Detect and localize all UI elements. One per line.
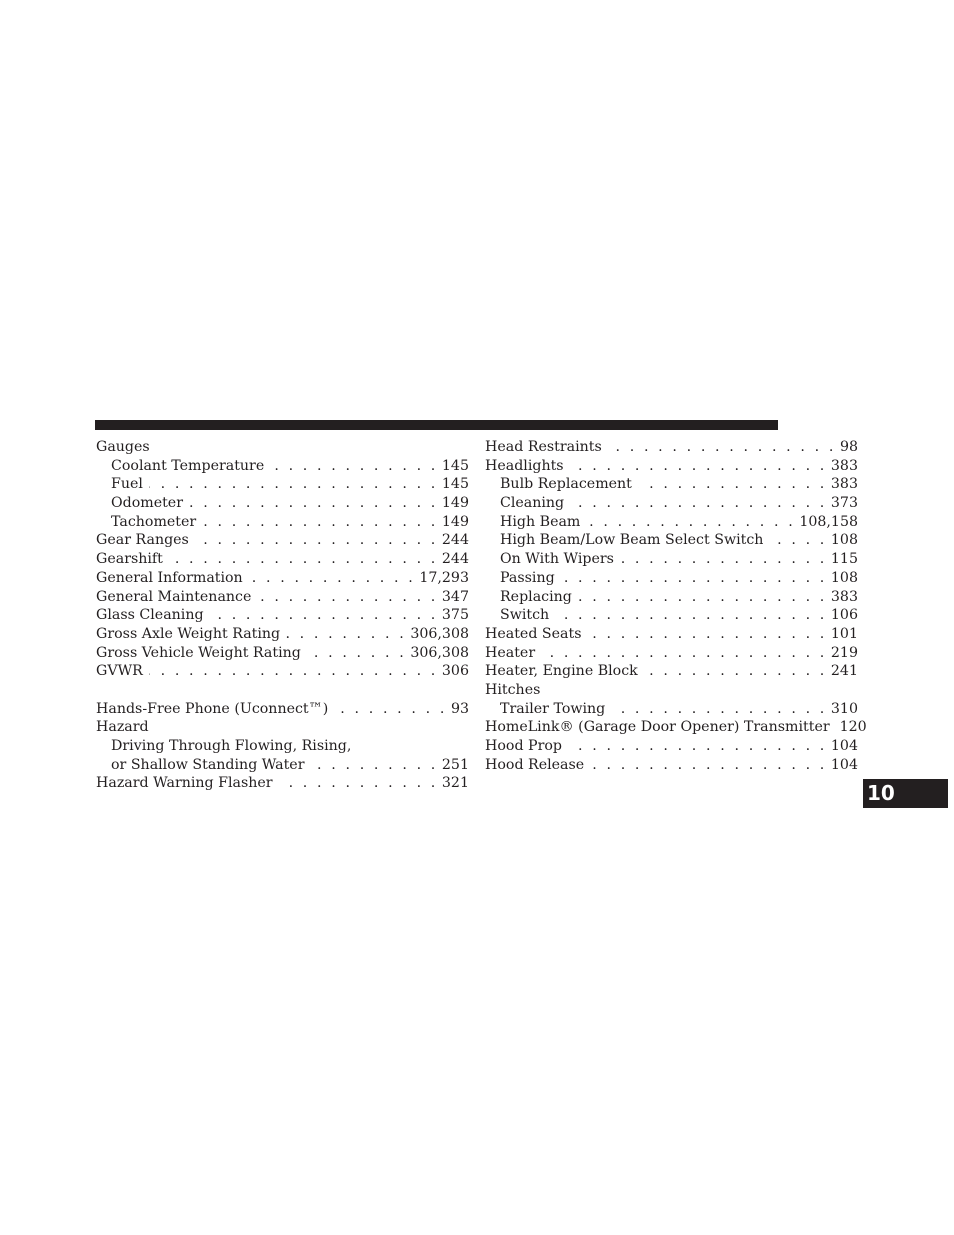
index-entry bbox=[96, 625, 469, 644]
entry-label: Switch bbox=[500, 607, 550, 624]
index-entry bbox=[485, 550, 858, 569]
dot-leader bbox=[620, 550, 827, 569]
entry-label: Heater bbox=[485, 644, 536, 661]
index-entry bbox=[485, 531, 858, 550]
dot-leader bbox=[638, 475, 827, 494]
entry-page: 101 bbox=[830, 625, 858, 642]
entry-page: 108,158 bbox=[799, 513, 858, 530]
entry-page: 120 bbox=[839, 719, 867, 736]
entry-label: General Maintenance bbox=[96, 588, 252, 605]
entry-label: Bulb Replacement bbox=[500, 476, 632, 493]
index-column-right bbox=[485, 438, 867, 774]
index-entry bbox=[485, 681, 858, 700]
index-entry bbox=[96, 457, 469, 476]
entry-label: Gross Axle Weight Rating bbox=[96, 625, 281, 642]
index-entry bbox=[96, 513, 469, 532]
dot-leader bbox=[561, 569, 827, 588]
entry-label: HomeLink® (Garage Door Opener) Transmitter bbox=[485, 719, 830, 736]
entry-page: 115 bbox=[830, 551, 858, 568]
entry-page: 108 bbox=[830, 569, 858, 586]
index-entry bbox=[485, 438, 858, 457]
dot-leader bbox=[590, 756, 827, 775]
entry-label: Passing bbox=[500, 569, 555, 586]
dot-leader bbox=[587, 625, 826, 644]
entry-page: 306 bbox=[441, 663, 469, 680]
entry-page: 251 bbox=[441, 756, 469, 773]
index-entry bbox=[96, 438, 469, 457]
entry-label: Gauges bbox=[96, 439, 150, 455]
dot-leader bbox=[202, 513, 438, 532]
entry-label: Gearshift bbox=[96, 551, 163, 568]
entry-label: Headlights bbox=[485, 457, 564, 474]
entry-label: Hitches bbox=[485, 681, 541, 698]
entry-page: 145 bbox=[441, 476, 469, 493]
entry-label: Glass Cleaning bbox=[96, 607, 204, 624]
entry-page: 383 bbox=[830, 588, 858, 605]
entry-label: High Beam bbox=[500, 513, 581, 530]
entry-page: 306,308 bbox=[410, 644, 469, 661]
entry-page: 244 bbox=[441, 532, 469, 549]
index-entry bbox=[485, 569, 858, 588]
entry-page: 17,293 bbox=[419, 569, 469, 586]
entry-label: Hood Release bbox=[485, 756, 585, 773]
entry-page: 145 bbox=[441, 457, 469, 474]
entry-label: Hands-Free Phone (Uconnect™) bbox=[96, 700, 329, 717]
dot-leader bbox=[169, 550, 438, 569]
index-entry bbox=[96, 475, 469, 494]
entry-label: Replacing bbox=[500, 588, 572, 605]
entry-page: 306,308 bbox=[410, 625, 469, 642]
entry-label: Heated Seats bbox=[485, 625, 582, 642]
entry-label: or Shallow Standing Water bbox=[111, 756, 305, 773]
dot-leader bbox=[286, 625, 406, 644]
entry-page: 321 bbox=[441, 775, 469, 792]
index-entry bbox=[485, 494, 858, 513]
dot-leader bbox=[279, 774, 438, 793]
index-entry bbox=[96, 550, 469, 569]
entry-page: 104 bbox=[830, 738, 858, 754]
index-entry bbox=[485, 756, 858, 775]
dot-leader bbox=[644, 662, 827, 681]
index-entry bbox=[485, 718, 867, 737]
dot-leader bbox=[541, 644, 827, 663]
entry-label: Heater, Engine Block bbox=[485, 663, 638, 680]
entry-label: Trailer Towing bbox=[500, 700, 606, 717]
entry-page: 149 bbox=[441, 513, 469, 530]
entry-page: 383 bbox=[830, 476, 858, 493]
index-entry bbox=[96, 531, 469, 550]
entry-label: Fuel bbox=[111, 476, 143, 493]
entry-label: Head Restraints bbox=[485, 439, 602, 455]
entry-page: 104 bbox=[830, 756, 858, 773]
entry-label: High Beam/Low Beam Select Switch bbox=[500, 532, 764, 549]
dot-leader bbox=[570, 457, 827, 476]
index-entry bbox=[485, 700, 858, 719]
index-entry bbox=[485, 457, 858, 476]
entry-label: Hood Prop bbox=[485, 738, 562, 754]
dot-leader bbox=[769, 531, 827, 550]
entry-page: 106 bbox=[830, 607, 858, 624]
entry-label: Odometer bbox=[111, 495, 183, 512]
entry-label: GVWR bbox=[96, 663, 143, 680]
index-column-left bbox=[96, 438, 469, 793]
entry-label: Tachometer bbox=[111, 513, 197, 530]
entry-page: 373 bbox=[830, 495, 858, 512]
entry-page: 241 bbox=[830, 663, 858, 680]
dot-leader bbox=[578, 588, 827, 607]
index-entry bbox=[96, 737, 469, 756]
entry-label: Hazard Warning Flasher bbox=[96, 775, 273, 792]
index-entry bbox=[485, 737, 858, 756]
dot-leader bbox=[307, 644, 406, 663]
entry-page: 375 bbox=[441, 607, 469, 624]
dot-leader bbox=[310, 756, 437, 775]
index-entry bbox=[96, 606, 469, 625]
dot-leader bbox=[334, 700, 447, 719]
dot-leader bbox=[608, 438, 836, 457]
dot-leader bbox=[570, 494, 827, 513]
entry-label: Gear Ranges bbox=[96, 532, 189, 549]
dot-leader bbox=[555, 606, 827, 625]
entry-label: Driving Through Flowing, Rising, bbox=[111, 738, 352, 754]
entry-page: 347 bbox=[441, 588, 469, 605]
entry-page: 383 bbox=[830, 457, 858, 474]
entry-page: 219 bbox=[830, 644, 858, 661]
section-rule bbox=[95, 420, 778, 430]
chapter-tab: 10 bbox=[863, 779, 948, 808]
entry-page: 244 bbox=[441, 551, 469, 568]
entry-page: 98 bbox=[839, 439, 858, 455]
entry-label: On With Wipers bbox=[500, 551, 614, 568]
dot-leader bbox=[149, 662, 438, 681]
index-entry bbox=[96, 774, 469, 793]
entry-page: 149 bbox=[441, 495, 469, 512]
index-entry bbox=[485, 513, 858, 532]
index-entry bbox=[96, 756, 469, 775]
dot-leader bbox=[257, 588, 438, 607]
dot-leader bbox=[270, 457, 438, 476]
index-entry bbox=[485, 625, 858, 644]
entry-page: 108 bbox=[830, 532, 858, 549]
entry-label: Cleaning bbox=[500, 495, 565, 512]
dot-leader bbox=[586, 513, 795, 532]
index-entry bbox=[485, 475, 858, 494]
index-entry bbox=[96, 644, 469, 663]
index-entry bbox=[485, 662, 858, 681]
dot-leader bbox=[611, 700, 827, 719]
dot-leader bbox=[149, 475, 438, 494]
index-entry bbox=[485, 644, 858, 663]
index-entry bbox=[96, 494, 469, 513]
dot-leader bbox=[189, 494, 438, 513]
entry-label: Hazard bbox=[96, 719, 149, 736]
entry-page: 93 bbox=[450, 700, 469, 717]
entry-label: Coolant Temperature bbox=[111, 457, 265, 474]
index-entry bbox=[96, 569, 469, 588]
index-entry bbox=[96, 700, 469, 719]
entry-label: Gross Vehicle Weight Rating bbox=[96, 644, 301, 661]
index-entry bbox=[96, 588, 469, 607]
index-entry bbox=[485, 588, 858, 607]
dot-leader bbox=[568, 737, 827, 756]
index-entry bbox=[96, 718, 469, 737]
entry-page: 310 bbox=[830, 700, 858, 717]
dot-leader bbox=[249, 569, 416, 588]
entry-label: General Information bbox=[96, 569, 243, 586]
index-entry bbox=[485, 606, 858, 625]
dot-leader bbox=[195, 531, 438, 550]
dot-leader bbox=[210, 606, 438, 625]
index-entry bbox=[96, 662, 469, 681]
